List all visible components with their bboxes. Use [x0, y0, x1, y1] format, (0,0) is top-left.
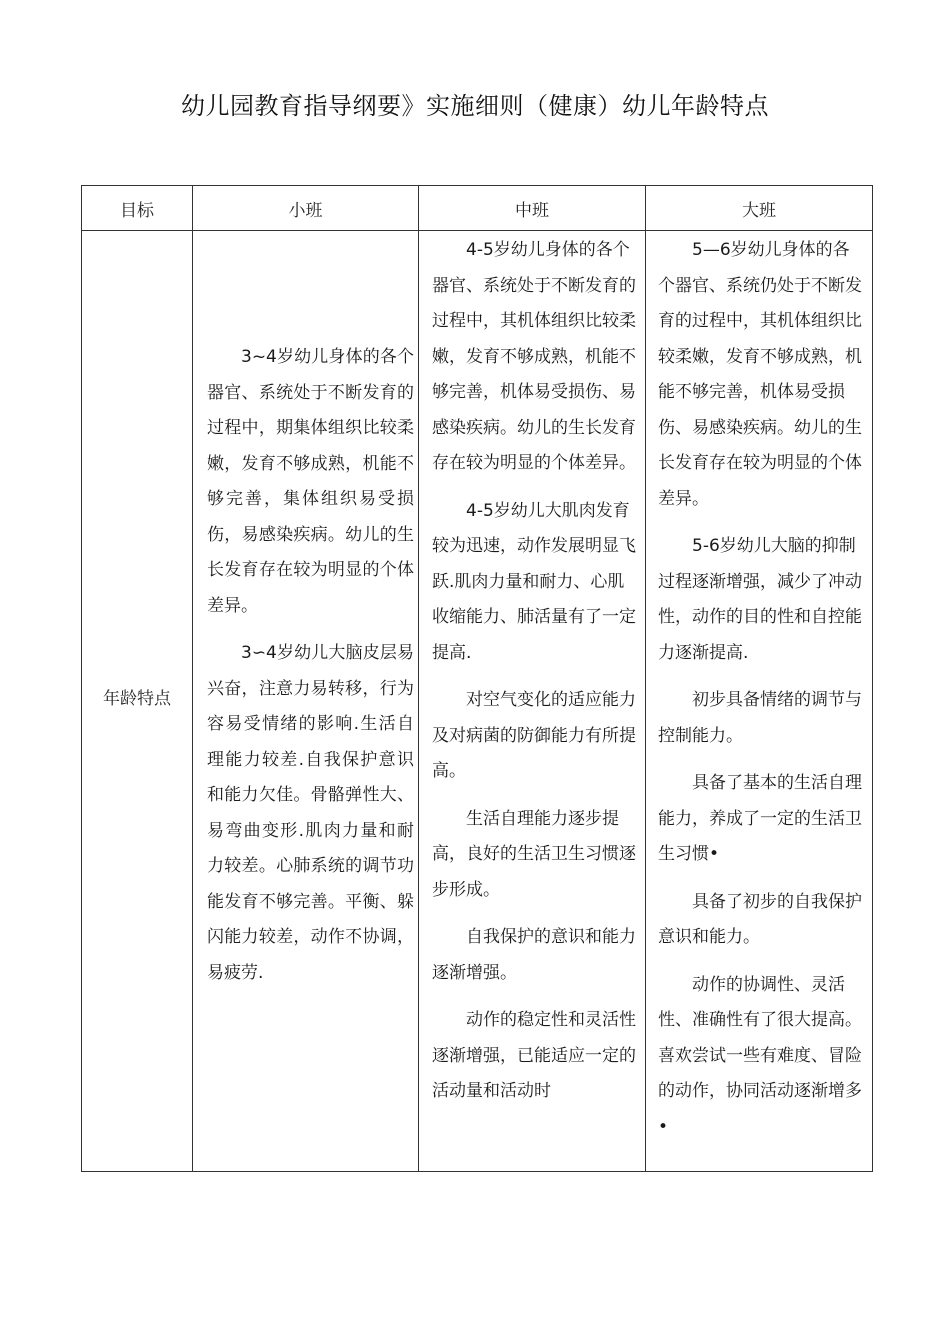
large-class-paragraph: 具备了基本的生活自理能力，养成了一定的生活卫生习惯•	[658, 773, 862, 864]
large-class-paragraph: 初步具备情绪的调节与控制能力。	[658, 690, 862, 746]
header-goal: 目标	[120, 200, 154, 221]
large-class-cell	[658, 233, 866, 1170]
middle-class-paragraph: 自我保护的意识和能力逐渐增强。	[432, 927, 636, 983]
large-class-paragraph: 动作的协调性、灵活性、准确性有了很大提高。喜欢尝试一些有难度、冒险的动作，协同活动逐渐增多•	[658, 974, 862, 1137]
large-class-paragraph: 5-6岁幼儿大脑的抑制过程逐渐增强，减少了冲动性，动作的目的性和自控能力逐渐提高.	[658, 536, 862, 663]
header-large-class: 大班	[742, 200, 776, 221]
document-title: 幼儿园教育指导纲要》实施细则（健康）幼儿年龄特点	[181, 92, 769, 120]
header-divider	[82, 230, 872, 231]
column-divider	[418, 186, 419, 1171]
header-middle-class: 中班	[515, 200, 549, 221]
small-class-cell	[207, 340, 414, 1170]
middle-class-paragraph: 4-5岁幼儿身体的各个器官、系统处于不断发育的过程中，其机体组织比较柔嫩，发育不够成熟，机能不够完善，机体易受损伤、易感染疾病。幼儿的生长发育存在较为明显的个体差异。	[432, 240, 636, 473]
middle-class-paragraph: 4-5岁幼儿大肌肉发育较为迅速，动作发展明显飞跃.肌肉力量和耐力、心肌收缩能力、肺活量有了一定提高.	[432, 500, 636, 663]
age-characteristics-table	[81, 185, 873, 1172]
large-class-paragraph: 具备了初步的自我保护意识和能力。	[658, 891, 862, 947]
middle-class-cell	[432, 233, 639, 1170]
middle-class-paragraph: 动作的稳定性和灵活性逐渐增强，已能适应一定的活动量和活动时	[432, 1010, 636, 1101]
column-divider	[645, 186, 646, 1171]
row-label-age-characteristics: 年龄特点	[103, 689, 171, 709]
column-divider	[192, 186, 193, 1171]
large-class-paragraph: 5—6岁幼儿身体的各个器官、系统仍处于不断发育的过程中，其机体组织比较柔嫩，发育不够成熟，机能不够完善，机体易受损伤、易感染疾病。幼儿的生长发育存在较为明显的个体差异。	[658, 240, 862, 509]
small-class-paragraph: 3∽4岁幼儿大脑皮层易兴奋，注意力易转移，行为容易受情绪的影响.生活自理能力较差.自我保护意识和能力欠佳。骨骼弹性大、易弯曲变形.肌肉力量和耐力较差。心肺系统的调节功能发育不够完善。平衡、躲闪能力较差，动作不协调，易疲劳.	[207, 643, 414, 983]
middle-class-paragraph: 对空气变化的适应能力及对病菌的防御能力有所提高。	[432, 690, 636, 781]
header-small-class: 小班	[288, 200, 323, 221]
middle-class-paragraph: 生活自理能力逐步提高，良好的生活卫生习惯逐步形成。	[432, 808, 636, 900]
small-class-paragraph: 3~4岁幼儿身体的各个器官、系统处于不断发育的过程中，期集体组织比较柔嫩，发育不够成熟，机能不够完善，集体组织易受损伤，易感染疾病。幼儿的生长发育存在较为明显的个体差异。	[207, 347, 414, 616]
